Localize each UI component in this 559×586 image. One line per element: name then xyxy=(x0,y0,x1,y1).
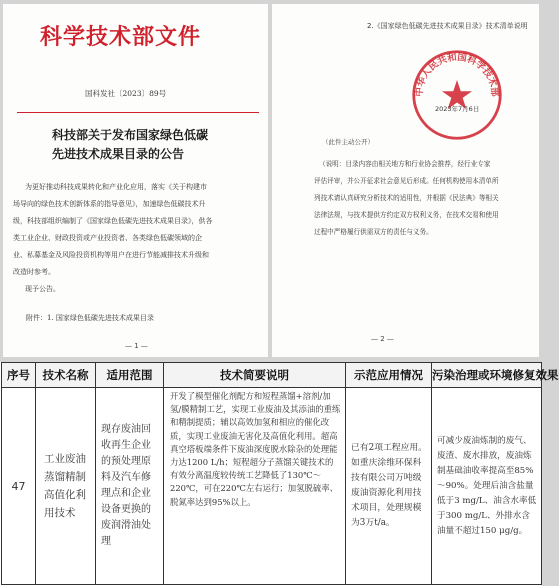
announcement-title-line-2: 先进技术成果目录的公告 xyxy=(52,147,185,161)
header-scope: 适用范围 xyxy=(96,363,164,388)
header-description: 技术简要说明 xyxy=(164,363,346,388)
body-text-line: 场导向的绿色技术创新体系的指导意见》，加速绿色低碳技术升 xyxy=(13,200,206,208)
header-effect: 污染治理或环境修复效果 xyxy=(432,363,542,388)
right-page-header: 2.《国家绿色低碳先进技术成果目录》技术清单说明 xyxy=(367,22,528,30)
svg-text:中华人民共和国科学技术部: 中华人民共和国科学技术部 xyxy=(413,51,501,98)
header-demo: 示范应用情况 xyxy=(346,363,432,388)
demo-text: 已有2项工程应用。如重庆涂维环保科技有限公司万吨级废油资源化利用技术项目，处理规模为3万t/a。 xyxy=(351,443,427,528)
left-document-page xyxy=(3,4,268,357)
cell-effect xyxy=(432,388,542,585)
right-document-page xyxy=(272,4,539,357)
body-text-line: 业、私募基金及风险投资机构等用户在进行节能减排技术升级和 xyxy=(13,251,209,259)
tech-name-text: 工业废油蒸馏精制高值化利用技术 xyxy=(44,453,86,519)
body-text-line: 级，科技部组织编制了《国家绿色低碳先进技术成果目录》，供各 xyxy=(13,217,213,225)
cell-demo xyxy=(346,388,432,585)
body-text-line: 为更好推动科技成果转化和产业化应用，落实《关于构建市 xyxy=(25,183,207,191)
attachment-line: 附件：1. 国家绿色低碳先进技术成果目录 xyxy=(26,314,154,322)
cell-scope xyxy=(96,388,164,585)
cell-tech-name xyxy=(36,388,96,585)
seal-date: 2023年7月6日 xyxy=(435,105,480,113)
body-text-line: 现予公告。 xyxy=(25,285,60,293)
public-disclosure-note: （此件主动公开） xyxy=(322,138,374,146)
effect-text: 可减少废油炼制的废气、废渣、废水排放，废油炼制基础油收率提高至85%～90%。处理后油含盐量低于3 mg/L、油含水率低于300 mg/L、外排水含油量不超过150 μg/g。 xyxy=(437,435,537,536)
official-seal-stamp xyxy=(410,48,504,142)
note-line: 评估评审，并公开征求社会意见后形成。任何机构使用本清单所 xyxy=(314,177,499,185)
cell-description xyxy=(164,388,346,585)
announcement-title-line-1: 科技部关于发布国家绿色低碳 xyxy=(52,128,209,142)
header-seq: 序号 xyxy=(2,363,36,388)
description-text: 开发了模型催化剂配方和短程蒸馏+溶剂/加氢/膜精制工艺，实现工业废油及其添油的重练和精制提质；辅以高效加氢和相应的催化改质，实现工业废油无害化及高值化利用。超高真空塔板端条件下废油深度脱水除杂的处理能力达1200 L/h；短程超分子蒸馏关键技术的有效分离温度较传统工艺降低了130℃～220℃，可在220℃左右运行；加氢脱硫率、脱氮率达到95%以上。 xyxy=(170,391,341,507)
body-text-line: 改造时参考。 xyxy=(13,268,55,276)
body-text-line: 类工业企业、财政投资或产业投资者、各类绿色低碳领域的企 xyxy=(13,234,202,242)
header-tech-name: 技术名称 xyxy=(36,363,96,388)
note-line: 过程中严格履行供需双方的责任与义务。 xyxy=(314,228,433,236)
note-line: 列技术请认真研究分析技术的适用性，并根据《民法典》等相关 xyxy=(314,194,499,202)
page-number: — 1 — xyxy=(125,342,148,350)
scope-text: 现存废油回收再生企业的预处理原料及汽车修理点和企业设备更换的废润滑油处理 xyxy=(101,424,151,547)
table-row xyxy=(2,388,542,585)
table-header-row xyxy=(2,363,542,388)
page-number: — 2 — xyxy=(371,335,394,343)
document-red-header: 科学技术部文件 xyxy=(40,24,202,50)
note-line: （说明：目录内容由相关地方和行业协会推荐，经行业专家 xyxy=(319,160,491,168)
technology-table-section xyxy=(0,362,559,586)
red-divider-line xyxy=(17,112,259,113)
cell-seq: 47 xyxy=(2,388,36,585)
note-line: 法律法规，与技术提供方约定双方权利义务，在技术交易和使用 xyxy=(314,211,499,219)
document-number: 国科发社〔2023〕89号 xyxy=(85,89,167,98)
technology-catalog-table xyxy=(1,362,559,585)
